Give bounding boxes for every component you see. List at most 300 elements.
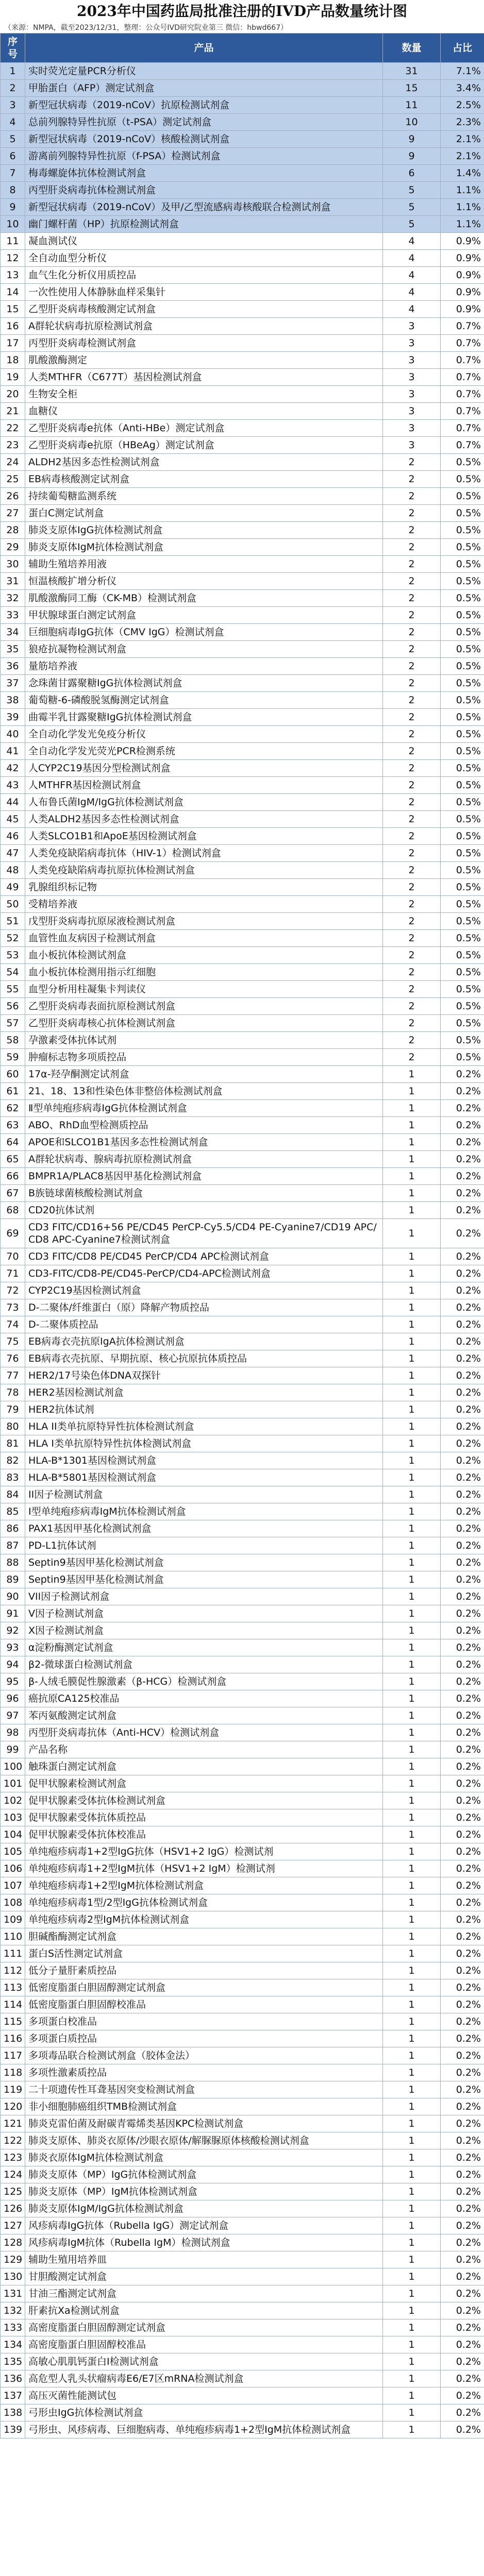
product-name: 乙型肝炎病毒核心抗体检测试剂盒 [25,1015,383,1032]
product-name: α淀粉酶测定试剂盒 [25,1639,383,1656]
product-count: 1 [383,1066,441,1083]
row-number: 23 [1,437,25,454]
product-name: HER2抗体试剂 [25,1401,383,1418]
table-row [1,998,484,1015]
product-percent: 0.5% [441,1015,484,1032]
header-count: 数量 [383,33,441,63]
table-row [1,2234,484,2251]
product-name: 丙型肝炎病毒检测试剂盒 [25,335,383,352]
product-percent: 0.2% [441,1911,484,1928]
product-count: 2 [383,1015,441,1032]
table-header-row [1,33,484,63]
product-percent: 0.5% [441,998,484,1015]
table-row [1,233,484,250]
product-percent: 0.2% [441,2268,484,2285]
table-row [1,624,484,641]
product-percent: 0.9% [441,301,484,318]
product-percent: 0.5% [441,1032,484,1049]
product-name: 狼疮抗凝物检测试剂盒 [25,641,383,658]
product-count: 1 [383,1809,441,1826]
product-percent: 0.2% [441,1962,484,1979]
table-row [1,1117,484,1134]
table-row [1,2064,484,2081]
row-number: 46 [1,828,25,845]
product-count: 1 [383,1571,441,1588]
product-percent: 0.2% [441,1860,484,1877]
product-percent: 0.2% [441,2234,484,2251]
product-name: 总前列腺特异性抗原（t-PSA）测定试剂盒 [25,114,383,131]
product-percent: 0.5% [441,760,484,777]
product-count: 1 [383,2319,441,2336]
product-percent: 0.5% [441,1049,484,1066]
product-percent: 0.9% [441,267,484,284]
table-row [1,1333,484,1350]
product-percent: 0.2% [441,2030,484,2047]
row-number: 70 [1,1248,25,1265]
table-row [1,1639,484,1656]
product-name: X因子检测试剂盒 [25,1622,383,1639]
product-percent: 0.5% [441,573,484,590]
row-number: 24 [1,454,25,471]
row-number: 107 [1,1877,25,1894]
product-name: 甲状腺球蛋白测定试剂盒 [25,607,383,624]
row-number: 119 [1,2081,25,2098]
table-row [1,1775,484,1792]
table-row [1,1503,484,1520]
product-percent: 0.2% [441,1894,484,1911]
product-count: 1 [383,1554,441,1571]
row-number: 29 [1,539,25,556]
table-row [1,2149,484,2166]
row-number: 126 [1,2200,25,2217]
row-number: 133 [1,2319,25,2336]
row-number: 117 [1,2047,25,2064]
product-count: 4 [383,250,441,267]
product-name: 人类ALDH2基因多态性检测试剂盒 [25,811,383,828]
row-number: 97 [1,1707,25,1724]
table-row [1,1588,484,1605]
row-number: 73 [1,1299,25,1316]
product-name: 高压灭菌性能测试包 [25,2387,383,2404]
product-name: 乳腺组织标记物 [25,879,383,896]
product-name: 肺炎衣原体IgM抗体检测试剂盒 [25,2149,383,2166]
product-count: 1 [383,2081,441,2098]
product-percent: 0.5% [441,590,484,607]
row-number: 136 [1,2370,25,2387]
table-row [1,1469,484,1486]
product-percent: 0.7% [441,318,484,335]
table-row [1,2268,484,2285]
product-name: Septin9基因甲基化检测试剂盒 [25,1571,383,1588]
product-count: 1 [383,1690,441,1707]
product-percent: 0.5% [441,726,484,743]
row-number: 110 [1,1928,25,1945]
product-percent: 0.2% [441,1452,484,1469]
product-percent: 0.2% [441,2217,484,2234]
row-number: 99 [1,1741,25,1758]
row-number: 2 [1,80,25,97]
product-count: 2 [383,930,441,947]
product-percent: 0.2% [441,2047,484,2064]
row-number: 132 [1,2302,25,2319]
product-name: 高危型人乳头状瘤病毒E6/E7区mRNA检测试剂盒 [25,2370,383,2387]
product-count: 1 [383,2047,441,2064]
table-row [1,2404,484,2421]
row-number: 26 [1,488,25,505]
row-number: 13 [1,267,25,284]
table-row [1,63,484,80]
product-count: 4 [383,301,441,318]
product-percent: 0.2% [441,1151,484,1168]
product-name: 受精培养液 [25,896,383,913]
row-number: 60 [1,1066,25,1083]
row-number: 21 [1,403,25,420]
product-count: 1 [383,1724,441,1741]
table-row [1,1401,484,1418]
product-count: 2 [383,896,441,913]
product-name: 辅助生殖用培养皿 [25,2251,383,2268]
product-percent: 0.5% [441,539,484,556]
product-percent: 0.5% [441,658,484,675]
row-number: 118 [1,2064,25,2081]
product-name: Ⅱ型单纯疱疹病毒IgG抗体检测试剂盒 [25,1100,383,1117]
product-name: ALDH2基因多态性检测试剂盒 [25,454,383,471]
table-row [1,743,484,760]
product-percent: 0.2% [441,2200,484,2217]
row-number: 8 [1,182,25,199]
product-name: 人布鲁氏菌IgM/IgG抗体检测试剂盒 [25,794,383,811]
product-count: 1 [383,1588,441,1605]
table-row [1,335,484,352]
table-row [1,2183,484,2200]
product-count: 1 [383,1452,441,1469]
table-row [1,1316,484,1333]
product-name: EB病毒核酸测定试剂盒 [25,471,383,488]
row-number: 106 [1,1860,25,1877]
table-row [1,1928,484,1945]
product-name: 血气生化分析仪用质控品 [25,267,383,284]
row-number: 137 [1,2387,25,2404]
product-name: 二十项遗传性耳聋基因突变检测试剂盒 [25,2081,383,2098]
row-number: 103 [1,1809,25,1826]
row-number: 14 [1,284,25,301]
table-row [1,2200,484,2217]
header-percent: 占比 [441,33,484,63]
row-number: 77 [1,1367,25,1384]
product-percent: 0.5% [441,896,484,913]
product-percent: 0.2% [441,2166,484,2183]
product-count: 1 [383,2387,441,2404]
product-count: 2 [383,1049,441,1066]
product-count: 1 [383,1384,441,1401]
product-percent: 0.2% [441,1265,484,1282]
product-percent: 0.5% [441,522,484,539]
row-number: 105 [1,1843,25,1860]
table-row [1,573,484,590]
row-number: 5 [1,131,25,148]
row-number: 45 [1,811,25,828]
row-number: 57 [1,1015,25,1032]
row-number: 20 [1,386,25,403]
product-name: 苯丙氨酸测定试剂盒 [25,1707,383,1724]
product-count: 2 [383,454,441,471]
product-name: 人类免疫缺陷病毒抗体（HIV-1）检测试剂盒 [25,845,383,862]
product-percent: 0.5% [441,641,484,658]
product-count: 1 [383,2183,441,2200]
product-percent: 2.5% [441,97,484,114]
product-percent: 0.2% [441,1622,484,1639]
table-row [1,828,484,845]
table-row [1,1219,484,1248]
product-name: 量筋培养液 [25,658,383,675]
row-number: 50 [1,896,25,913]
product-percent: 0.2% [441,2251,484,2268]
table-row [1,845,484,862]
row-number: 115 [1,2013,25,2030]
table-row [1,1979,484,1996]
product-name: 单纯疱疹病毒1+2型IgM抗体检测试剂盒 [25,1877,383,1894]
product-count: 2 [383,624,441,641]
product-count: 2 [383,726,441,743]
product-count: 1 [383,2030,441,2047]
product-percent: 0.2% [441,2115,484,2132]
table-row [1,930,484,947]
header-no: 序号 [1,33,25,63]
product-name: Septin9基因甲基化检测试剂盒 [25,1554,383,1571]
product-percent: 0.7% [441,335,484,352]
row-number: 53 [1,947,25,964]
product-name: 梅毒螺旋体抗体检测试剂盒 [25,165,383,182]
product-percent: 7.1% [441,63,484,80]
table-row [1,2387,484,2404]
product-percent: 0.5% [441,743,484,760]
product-name: 幽门螺杆菌（HP）抗原检测试剂盒 [25,216,383,233]
row-number: 96 [1,1690,25,1707]
product-percent: 0.2% [441,1520,484,1537]
product-count: 1 [383,2013,441,2030]
product-count: 2 [383,794,441,811]
table-row [1,2285,484,2302]
row-number: 56 [1,998,25,1015]
row-number: 135 [1,2353,25,2370]
product-percent: 0.2% [441,1792,484,1809]
product-percent: 0.2% [441,1469,484,1486]
product-name: 全自动化学发光荧光PCR检测系统 [25,743,383,760]
product-name: ABO、RhD血型检测质控品 [25,1117,383,1134]
table-row [1,1945,484,1962]
table-row [1,1248,484,1265]
product-count: 2 [383,505,441,522]
product-count: 1 [383,1962,441,1979]
product-name: 人MTHFR基因检测试剂盒 [25,777,383,794]
row-number: 9 [1,199,25,216]
product-count: 1 [383,1151,441,1168]
table-row [1,352,484,369]
product-percent: 1.1% [441,182,484,199]
table-row [1,811,484,828]
table-row [1,2013,484,2030]
product-percent: 0.5% [441,471,484,488]
product-count: 1 [383,1333,441,1350]
product-percent: 2.3% [441,114,484,131]
product-percent: 0.5% [441,454,484,471]
row-number: 86 [1,1520,25,1537]
table-row [1,250,484,267]
product-count: 1 [383,2353,441,2370]
product-count: 3 [383,403,441,420]
row-number: 104 [1,1826,25,1843]
product-percent: 0.2% [441,1707,484,1724]
table-row [1,964,484,981]
product-count: 1 [383,1299,441,1316]
product-name: 丙型肝炎病毒抗体检测试剂盒 [25,182,383,199]
row-number: 48 [1,862,25,879]
table-row [1,1265,484,1282]
row-number: 79 [1,1401,25,1418]
product-percent: 0.7% [441,386,484,403]
product-percent: 0.2% [441,2285,484,2302]
table-row [1,182,484,199]
table-row [1,420,484,437]
product-percent: 0.5% [441,845,484,862]
product-count: 1 [383,1185,441,1202]
table-row [1,1809,484,1826]
product-name: II因子检测试剂盒 [25,1486,383,1503]
product-name: 恒温核酸扩增分析仪 [25,573,383,590]
product-name: 新型冠状病毒（2019-nCoV）抗原检测试剂盒 [25,97,383,114]
table-row [1,1151,484,1168]
product-percent: 0.7% [441,437,484,454]
product-name: 乙型肝炎病毒核酸测定试剂盒 [25,301,383,318]
row-number: 116 [1,2030,25,2047]
source-note: （来源：NMPA，截至2023/12/31，整理：公众号IVD研究院业第三 微信：hbwd667） [4,24,288,32]
table-row [1,607,484,624]
product-name: PAX1基因甲基化检测试剂盒 [25,1520,383,1537]
product-percent: 2.1% [441,131,484,148]
product-percent: 0.7% [441,420,484,437]
product-count: 1 [383,1469,441,1486]
table-row [1,1877,484,1894]
product-name: 高密度脂蛋白胆固醇校准品 [25,2336,383,2353]
product-count: 1 [383,1707,441,1724]
product-name: 低密度脂蛋白胆固醇校准品 [25,1996,383,2013]
product-name: D-二聚体/纤维蛋白（原）降解产物质控品 [25,1299,383,1316]
product-percent: 0.2% [441,1877,484,1894]
row-number: 128 [1,2234,25,2251]
product-name: BMPR1A/PLAC8基因甲基化检测试剂盒 [25,1168,383,1185]
product-percent: 0.2% [441,1571,484,1588]
row-number: 112 [1,1962,25,1979]
product-percent: 0.9% [441,233,484,250]
product-percent: 0.2% [441,1299,484,1316]
product-name: 促甲状腺素检测试剂盒 [25,1775,383,1792]
product-count: 1 [383,2166,441,2183]
product-percent: 0.2% [441,1741,484,1758]
table-row [1,641,484,658]
product-count: 2 [383,607,441,624]
product-name: β-人绒毛膜促性腺激素（β-HCG）检测试剂盒 [25,1673,383,1690]
row-number: 76 [1,1350,25,1367]
row-number: 109 [1,1911,25,1928]
row-number: 124 [1,2166,25,2183]
product-count: 2 [383,845,441,862]
product-percent: 0.9% [441,284,484,301]
product-count: 2 [383,760,441,777]
table-row [1,760,484,777]
row-number: 31 [1,573,25,590]
product-count: 2 [383,879,441,896]
product-name: 蛋白C测定试剂盒 [25,505,383,522]
product-name: 念珠菌甘露聚糖IgG抗体检测试剂盒 [25,675,383,692]
product-name: 全自动血型分析仪 [25,250,383,267]
row-number: 32 [1,590,25,607]
row-number: 11 [1,233,25,250]
product-percent: 0.7% [441,369,484,386]
product-percent: 0.7% [441,403,484,420]
row-number: 47 [1,845,25,862]
table-row [1,1860,484,1877]
product-percent: 0.2% [441,1168,484,1185]
product-count: 1 [383,1134,441,1151]
table-row [1,2319,484,2336]
table-row [1,267,484,284]
product-count: 1 [383,1605,441,1622]
product-count: 2 [383,998,441,1015]
row-number: 122 [1,2132,25,2149]
product-percent: 0.5% [441,624,484,641]
product-count: 1 [383,1826,441,1843]
row-number: 17 [1,335,25,352]
product-count: 4 [383,233,441,250]
row-number: 139 [1,2421,25,2438]
table-row [1,522,484,539]
product-count: 1 [383,2217,441,2234]
table-row [1,675,484,692]
product-count: 1 [383,1248,441,1265]
product-percent: 0.2% [441,1367,484,1384]
product-percent: 0.2% [441,1083,484,1100]
product-percent: 0.2% [441,2149,484,2166]
product-count: 2 [383,539,441,556]
product-name: 血型分析用柱凝集卡判读仪 [25,981,383,998]
product-percent: 0.9% [441,250,484,267]
product-percent: 0.5% [441,794,484,811]
table-row [1,1134,484,1151]
product-count: 2 [383,556,441,573]
product-name: VII因子检测试剂盒 [25,1588,383,1605]
product-count: 1 [383,2336,441,2353]
product-name: CD20抗体试剂 [25,1202,383,1219]
product-percent: 0.2% [441,1185,484,1202]
row-number: 55 [1,981,25,998]
row-number: 58 [1,1032,25,1049]
product-percent: 0.2% [441,1316,484,1333]
table-row [1,1486,484,1503]
table-row [1,1015,484,1032]
product-name: CYP2C19基因检测试剂盒 [25,1282,383,1299]
row-number: 36 [1,658,25,675]
product-name: 甘胆酸测定试剂盒 [25,2268,383,2285]
product-percent: 0.5% [441,930,484,947]
product-name: 肺炎支原体IgG抗体检测试剂盒 [25,522,383,539]
product-percent: 0.2% [441,1588,484,1605]
product-percent: 2.1% [441,148,484,165]
product-name: 葡萄糖-6-磷酸脱氢酶测定试剂盒 [25,692,383,709]
product-count: 1 [383,1265,441,1282]
product-count: 1 [383,2149,441,2166]
product-percent: 0.2% [441,2132,484,2149]
row-number: 18 [1,352,25,369]
